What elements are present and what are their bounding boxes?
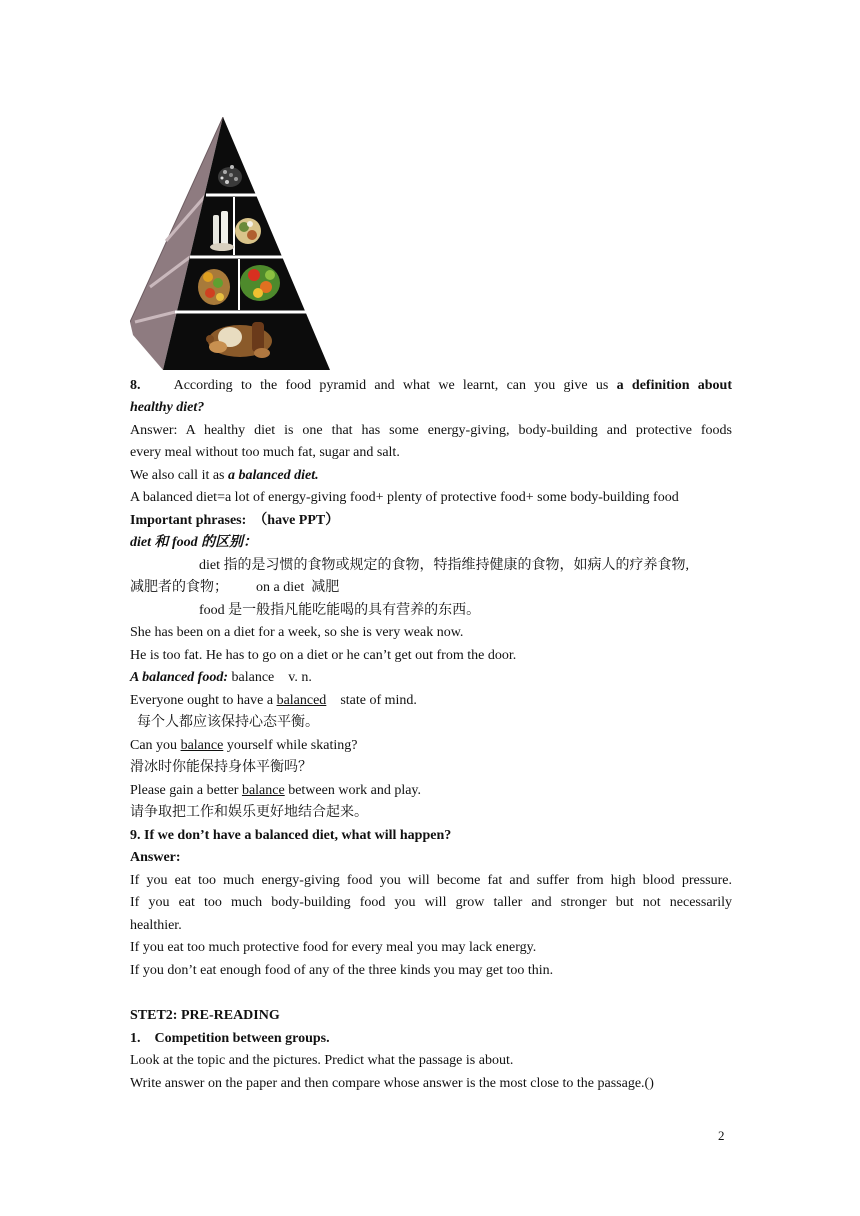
balanced-diet-term: a balanced diet. bbox=[228, 468, 319, 483]
answer-9-line-5: If you don’t eat enough food of any of the three kinds you may get too thin. bbox=[130, 963, 554, 978]
balanced-underlined: balanced bbox=[276, 693, 327, 708]
balance-example-1 bbox=[130, 690, 732, 712]
answer-9-line-3: healthier. bbox=[130, 918, 182, 933]
page-number: 2 bbox=[718, 1128, 725, 1143]
answer-9-label: Answer: bbox=[130, 850, 181, 865]
diet-definition-line-2: 减肥者的食物； on a diet 减肥 bbox=[130, 580, 340, 595]
food-definition: food 是一般指凡能吃能喝的具有营养的东西。 bbox=[199, 603, 481, 618]
question-8-continued: healthy diet? bbox=[130, 400, 205, 415]
step2-heading: STET2: PRE-READING bbox=[130, 1008, 280, 1023]
diet-definition-line-1: diet 指的是习惯的食物或规定的食物，特指维持健康的食物，如病人的疗养食物, bbox=[199, 558, 689, 573]
question-8-emphasis: a definition about bbox=[616, 378, 732, 393]
step2-instruction-1: Look at the topic and the pictures. Predict what the passage is about. bbox=[130, 1053, 514, 1068]
balanced-food-heading bbox=[130, 667, 732, 689]
balanced-food-label: A balanced food: bbox=[130, 670, 228, 685]
question-8 bbox=[130, 375, 732, 397]
step2-item-1: 1. Competition between groups. bbox=[130, 1031, 330, 1046]
balance-example-1-end: state of mind. bbox=[326, 693, 417, 708]
balance-word-class: balance v. n. bbox=[228, 670, 312, 685]
answer-9-line-1: If you eat too much energy-giving food you will become fat and suffer from high blood pressure. bbox=[130, 873, 732, 888]
balance-example-3 bbox=[130, 780, 732, 802]
question-9: 9. If we don’t have a balanced diet, what will happen? bbox=[130, 828, 452, 843]
diet-example-1: She has been on a diet for a week, so she is very weak now. bbox=[130, 625, 464, 640]
important-phrases-heading bbox=[130, 510, 732, 532]
answer-8-line-1: Answer: A healthy diet is one that has some energy-giving, body-building and protective foods bbox=[130, 423, 732, 438]
balance-underlined-verb: balance bbox=[180, 738, 224, 753]
balance-example-1-translation: 每个人都应该保持心态平衡。 bbox=[130, 715, 319, 730]
answer-9-line-4: If you eat too much protective food for every meal you may lack energy. bbox=[130, 940, 537, 955]
question-8-number: 8. bbox=[130, 378, 141, 393]
balance-example-2-translation: 滑冰时你能保持身体平衡吗？ bbox=[130, 760, 312, 775]
balance-example-2-text: Can you bbox=[130, 738, 181, 753]
diet-food-difference-title: diet 和 food 的区别： bbox=[130, 535, 258, 550]
important-phrases-label: Important phrases: bbox=[130, 513, 247, 528]
balanced-diet-note bbox=[130, 465, 732, 487]
diet-example-2: He is too fat. He has to go on a diet or he can’t get out from the door. bbox=[130, 648, 517, 663]
balance-example-3-text: Please gain a better bbox=[130, 783, 242, 798]
question-8-text: According to the food pyramid and what we learnt, can you give us bbox=[173, 378, 617, 393]
balance-underlined-noun: balance bbox=[241, 783, 285, 798]
balance-example-3-end: between work and play. bbox=[284, 783, 422, 798]
answer-9-line-2: If you eat too much body-building food you will grow taller and stronger but not necessarily bbox=[130, 895, 732, 910]
food-pyramid-image bbox=[130, 117, 332, 370]
answer-8-line-2: every meal without too much fat, sugar and salt. bbox=[130, 445, 400, 460]
balance-example-3-translation: 请争取把工作和娱乐更好地结合起来。 bbox=[130, 805, 368, 820]
balance-example-1-text: Everyone ought to have a bbox=[130, 693, 277, 708]
step2-instruction-2: Write answer on the paper and then compare whose answer is the most close to the passage.() bbox=[130, 1076, 654, 1091]
balanced-diet-formula: A balanced diet=a lot of energy-giving food+ plenty of protective food+ some body-building food bbox=[130, 490, 679, 505]
have-ppt-note: （have PPT） bbox=[253, 513, 340, 528]
balance-example-2-end: yourself while skating? bbox=[223, 738, 358, 753]
balanced-diet-note-text: We also call it as bbox=[130, 468, 229, 483]
balance-example-2 bbox=[130, 735, 732, 757]
